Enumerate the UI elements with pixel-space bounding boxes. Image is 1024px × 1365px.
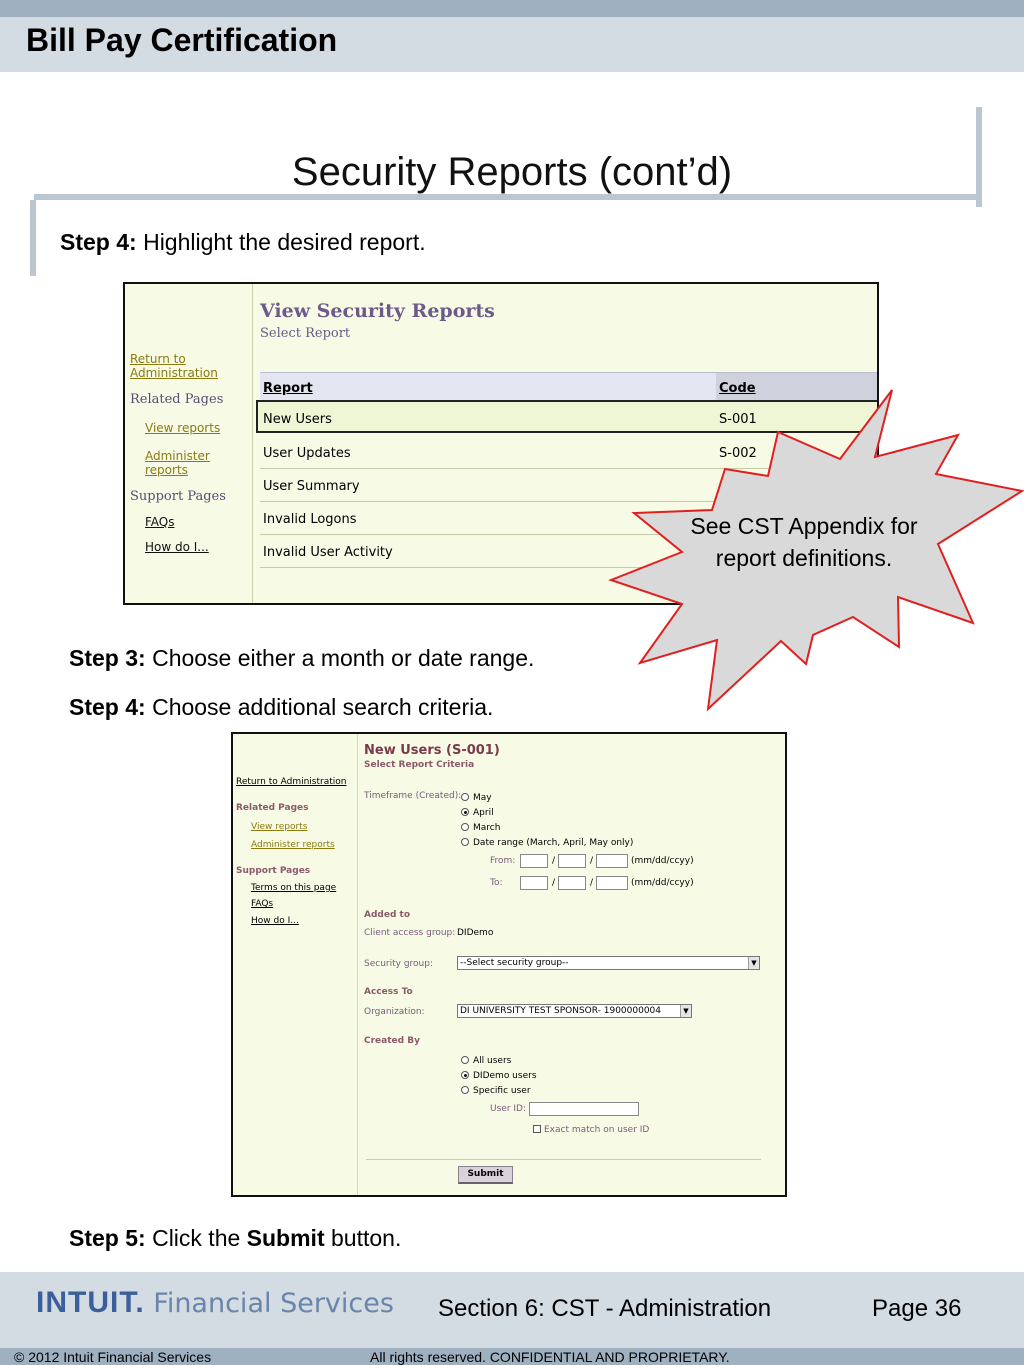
client-group-value: DIDemo xyxy=(457,928,494,938)
step-text: Choose additional search criteria. xyxy=(145,694,494,720)
security-group-label: Security group: xyxy=(364,959,433,969)
report-name: Invalid User Activity xyxy=(263,545,393,560)
created-by-heading: Created By xyxy=(364,1036,420,1046)
organization-select[interactable] xyxy=(457,1004,692,1018)
code-column-header[interactable]: Code xyxy=(719,381,756,396)
step-text: Highlight the desired report. xyxy=(136,229,426,255)
report-code: S-001 xyxy=(719,412,757,427)
report-name: User Updates xyxy=(263,446,351,461)
radio-may[interactable] xyxy=(461,793,469,801)
report-code: S-002 xyxy=(719,446,757,461)
report-name: User Summary xyxy=(263,479,360,494)
step-label: Step 5: xyxy=(69,1225,146,1251)
page-number: Page 36 xyxy=(872,1295,962,1322)
date-separator: / xyxy=(552,878,556,888)
from-day-input[interactable] xyxy=(558,854,586,868)
screen-title: New Users (S-001) xyxy=(364,743,500,758)
logo-text: Financial Services xyxy=(144,1288,394,1319)
slide-title: Security Reports (cont’d) xyxy=(291,150,733,194)
date-format-hint: (mm/dd/ccyy) xyxy=(631,878,694,888)
step-label: Step 3: xyxy=(69,645,146,671)
radio-april[interactable] xyxy=(461,808,469,816)
report-column-header[interactable]: Report xyxy=(263,381,313,396)
screen-subtitle: Select Report Criteria xyxy=(364,760,475,770)
callout-text: See CST Appendix for report definitions. xyxy=(690,513,918,571)
date-separator: / xyxy=(552,856,556,866)
submit-button[interactable]: Submit xyxy=(458,1166,513,1184)
step-instruction xyxy=(69,1225,401,1252)
view-reports-link[interactable]: View reports xyxy=(145,421,221,435)
radio-label: May xyxy=(473,793,492,803)
radio-label: Date range (March, April, May only) xyxy=(473,838,634,848)
timeframe-label: Timeframe (Created): xyxy=(364,791,462,801)
from-label: From: xyxy=(490,856,516,866)
radio-all-users[interactable] xyxy=(461,1056,469,1064)
step-text: Choose either a month or date range. xyxy=(145,645,535,671)
terms-link[interactable]: Terms on this page xyxy=(251,883,337,893)
step-bold-text: Submit xyxy=(246,1225,325,1251)
logo-brand: INTUIT. xyxy=(36,1286,145,1319)
administer-reports-link[interactable]: Administer reports xyxy=(251,840,335,850)
date-separator: / xyxy=(590,878,594,888)
date-separator: / xyxy=(590,856,594,866)
related-pages-heading: Related Pages xyxy=(130,392,224,407)
date-format-hint: (mm/dd/ccyy) xyxy=(631,856,694,866)
to-year-input[interactable] xyxy=(596,876,628,890)
faqs-link[interactable]: FAQs xyxy=(145,515,175,529)
how-do-i-link[interactable]: How do I... xyxy=(251,916,299,926)
divider xyxy=(366,1159,761,1160)
support-pages-heading: Support Pages xyxy=(130,489,226,504)
added-to-heading: Added to xyxy=(364,910,411,920)
sidebar xyxy=(125,284,253,603)
radio-label: Specific user xyxy=(473,1086,531,1096)
user-id-input[interactable] xyxy=(529,1102,639,1116)
frame-line-left xyxy=(30,200,36,276)
administer-reports-link[interactable]: Administer reports xyxy=(145,449,210,477)
step-text: button. xyxy=(324,1225,402,1251)
security-group-select[interactable] xyxy=(457,956,760,970)
radio-date-range[interactable] xyxy=(461,838,469,846)
radio-specific-user[interactable] xyxy=(461,1086,469,1094)
from-year-input[interactable] xyxy=(596,854,628,868)
user-id-label: User ID: xyxy=(490,1104,526,1114)
related-pages-heading: Related Pages xyxy=(236,803,309,813)
step-label: Step 4: xyxy=(69,694,146,720)
access-to-heading: Access To xyxy=(364,987,413,997)
intuit-financial-services-logo xyxy=(36,1286,394,1320)
sidebar xyxy=(233,734,358,1195)
to-label: To: xyxy=(490,878,503,888)
chevron-down-icon[interactable]: ▼ xyxy=(748,957,759,969)
client-group-label: Client access group: xyxy=(364,928,456,938)
how-do-i-link[interactable]: How do I... xyxy=(145,540,209,554)
section-label: Section 6: CST - Administration xyxy=(438,1295,772,1322)
radio-label: March xyxy=(473,823,501,833)
chevron-down-icon[interactable]: ▼ xyxy=(680,1005,691,1017)
to-day-input[interactable] xyxy=(558,876,586,890)
report-name: New Users xyxy=(263,412,332,427)
step-label: Step 4: xyxy=(60,229,137,255)
from-month-input[interactable] xyxy=(520,854,548,868)
security-group-value: --Select security group-- xyxy=(460,958,569,968)
new-users-criteria-screenshot xyxy=(231,732,787,1197)
return-to-administration-link[interactable]: Return to Administration xyxy=(130,352,218,380)
header-title: Bill Pay Certification xyxy=(26,22,338,58)
radio-label: All users xyxy=(473,1056,512,1066)
step-text: Click the xyxy=(145,1225,247,1251)
screen-title: View Security Reports xyxy=(260,300,495,322)
step-instruction xyxy=(69,645,534,672)
view-reports-link[interactable]: View reports xyxy=(251,822,308,832)
screen-subtitle: Select Report xyxy=(260,326,351,341)
faqs-link[interactable]: FAQs xyxy=(251,899,274,909)
exact-match-checkbox[interactable] xyxy=(533,1125,541,1133)
organization-value: DI UNIVERSITY TEST SPONSOR- 1900000004 xyxy=(460,1006,662,1016)
radio-label: DIDemo users xyxy=(473,1071,537,1081)
support-pages-heading: Support Pages xyxy=(236,866,311,876)
report-name: Invalid Logons xyxy=(263,512,357,527)
exact-match-label: Exact match on user ID xyxy=(544,1125,650,1135)
step-instruction xyxy=(60,229,426,256)
radio-label: April xyxy=(473,808,494,818)
rights-notice: All rights reserved. CONFIDENTIAL AND PROPRIETARY. xyxy=(370,1349,730,1365)
radio-march[interactable] xyxy=(461,823,469,831)
step-instruction xyxy=(69,694,493,721)
organization-label: Organization: xyxy=(364,1007,425,1017)
radio-didemo-users[interactable] xyxy=(461,1071,469,1079)
copyright: © 2012 Intuit Financial Services xyxy=(14,1349,212,1365)
header-top-strip xyxy=(0,0,1024,17)
to-month-input[interactable] xyxy=(520,876,548,890)
return-to-administration-link[interactable]: Return to Administration xyxy=(236,777,347,787)
